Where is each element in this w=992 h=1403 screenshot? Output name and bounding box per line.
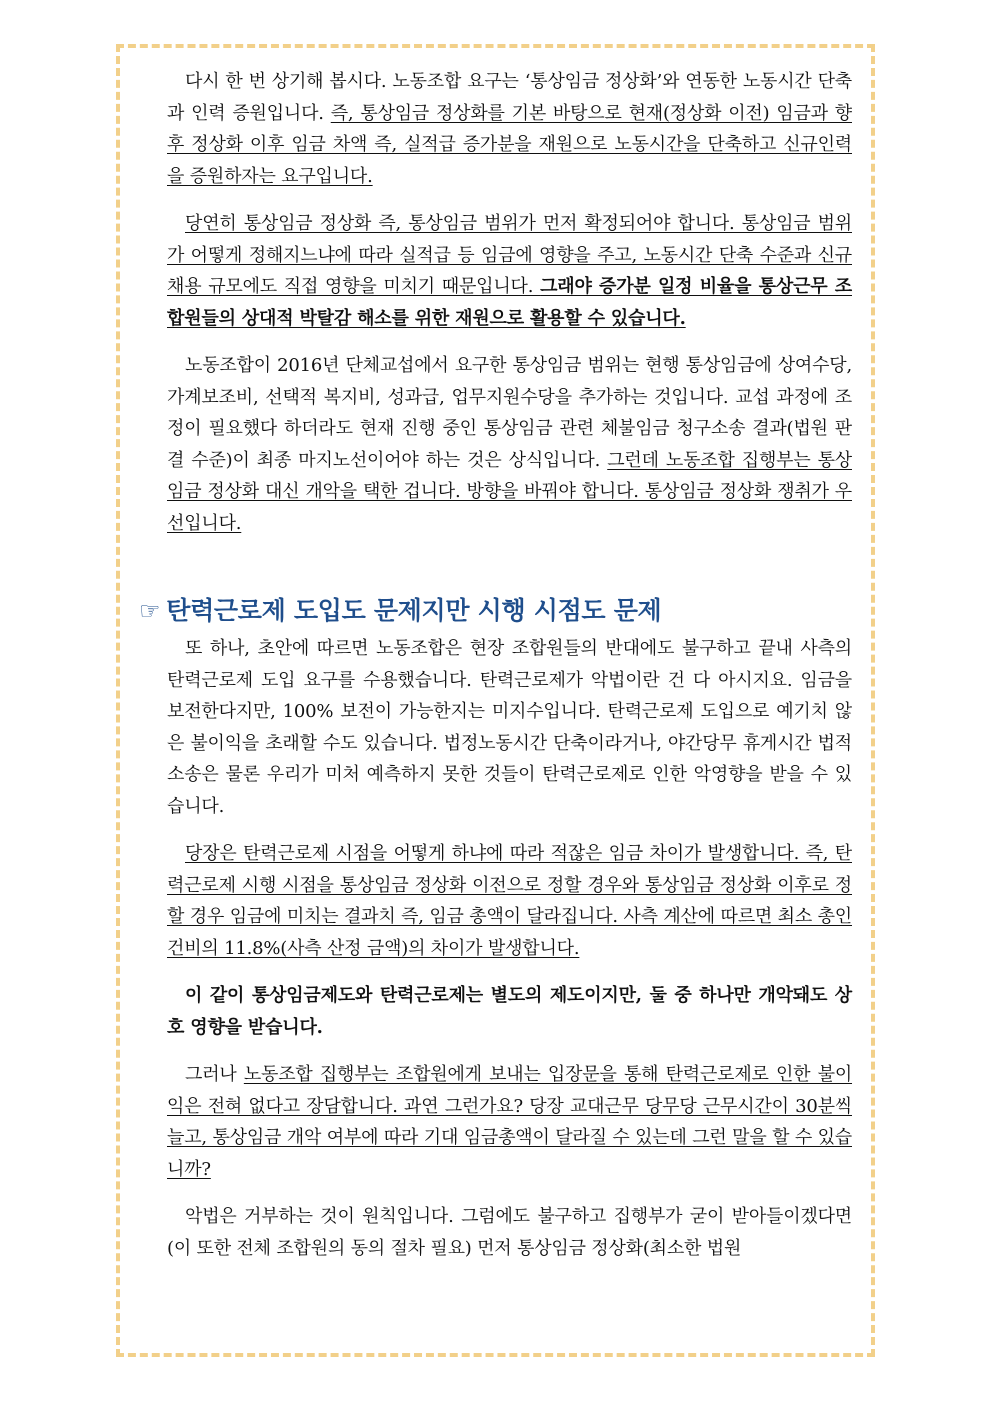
paragraph-7-underlined: 노동조합 집행부는 조합원에게 보내는 입장문을 통해 탄력근로제로 인한 불이익은 전혀 없다고 장담합니다. 과연 그런가요? 당장 교대근무 당무당 근무시간이 30분씩 늘고, 통상임금 개악 여부에 따라 기대 임금총액이 달라질 수 있는데 그런 말을 할 수 있습니까? (167, 1064, 853, 1180)
section-heading-text: 탄력근로제 도입도 문제지만 시행 시점도 문제 (166, 596, 662, 625)
paragraph-6 (167, 980, 852, 1043)
paragraph-3 (167, 350, 852, 539)
paragraph-2-underlined: 당연히 통상임금 정상화 즉, 통상임금 범위가 먼저 확정되어야 합니다. 통상임금 범위가 어떻게 정해지느냐에 따라 실적급 등 임금에 영향을 주고, 노동시간 단축 수준과 신규채용 규모에도 직접 영향을 미치기 때문입니다. (167, 213, 852, 297)
paragraph-1-text: 다시 한 번 상기해 봅시다. 노동조합 요구는 ‘통상임금 정상화’와 연동한 노동시간 단축과 인력 증원입니다. (167, 71, 852, 124)
paragraph-8 (167, 1201, 852, 1264)
paragraph-6-bold: 이 같이 통상임금제도와 탄력근로제는 별도의 제도이지만, 둘 중 하나만 개악돼도 상호 영향을 받습니다. (167, 985, 852, 1038)
paragraph-7-text: 그러나 (185, 1064, 244, 1085)
paragraph-2 (167, 208, 852, 334)
paragraph-3-text: 노동조합이 2016년 단체교섭에서 요구한 통상임금 범위는 현행 통상임금에 상여수당, 가계보조비, 선택적 복지비, 성과급, 업무지원수당을 추가하는 것입니다. 교섭 과정에 조정이 필요했다 하더라도 현재 진행 중인 통상임금 관련 체불임금 청구소송 결과(법원 판결 수준)이 최종 마지노선이어야 하는 것은 상식입니다. (167, 355, 852, 471)
paragraph-8-text: 악법은 거부하는 것이 원칙입니다. 그럼에도 불구하고 집행부가 굳이 받아들이겠다면(이 또한 전체 조합원의 동의 절차 필요) 먼저 통상임금 정상화(최소한 법원 (167, 1206, 852, 1259)
pointing-hand-icon: ☞ (139, 597, 161, 625)
paragraph-4 (167, 633, 852, 822)
paragraph-4-text: 또 하나, 초안에 따르면 노동조합은 현장 조합원들의 반대에도 불구하고 끝내 사측의 탄력근로제 도입 요구를 수용했습니다. 탄력근로제가 악법이란 건 다 아시지요. 임금을 보전한다지만, 100% 보전이 가능한지는 미지수입니다. 탄력근로제 도입으로 예기치 않은 불이익을 초래할 수도 있습니다. 법정노동시간 단축이라거나, 야간당무 휴게시간 법적 소송은 물론 우리가 미처 예측하지 못한 것들이 탄력근로제로 인한 악영향을 받을 수 있습니다. (167, 638, 852, 817)
paragraph-1 (167, 66, 852, 192)
paragraph-3-underlined: 그런데 노동조합 집행부는 통상임금 정상화 대신 개악을 택한 겁니다. 방향을 바꿔야 합니다. 통상임금 정상화 쟁취가 우선입니다. (167, 449, 852, 534)
paragraph-1-underlined: 즉, 통상임금 정상화를 기본 바탕으로 현재(정상화 이전) 임금과 향후 정상화 이후 임금 차액 즉, 실적급 증가분을 재원으로 노동시간을 단축하고 신규인력을 증원하자는 요구입니다. (167, 102, 852, 187)
paragraph-2-emphasis: 그래야 증가분 일정 비율을 통상근무 조합원들의 상대적 박탈감 해소를 위한 재원으로 활용할 수 있습니다. (167, 276, 852, 329)
paragraph-5 (167, 838, 852, 964)
paragraph-7 (167, 1059, 852, 1185)
paragraph-5-underlined: 당장은 탄력근로제 시점을 어떻게 하냐에 따라 적잖은 임금 차이가 발생합니다. 즉, 탄력근로제 시행 시점을 통상임금 정상화 이전으로 정할 경우와 통상임금 정상화 이후로 정할 경우 임금에 미치는 결과치 즉, 임금 총액이 달라집니다. 사측 계산에 따르면 최소 총인건비의 11.8%(사측 산정 금액)의 차이가 발생합니다. (167, 843, 852, 959)
section-heading (139, 591, 852, 631)
document-body (139, 66, 853, 1280)
